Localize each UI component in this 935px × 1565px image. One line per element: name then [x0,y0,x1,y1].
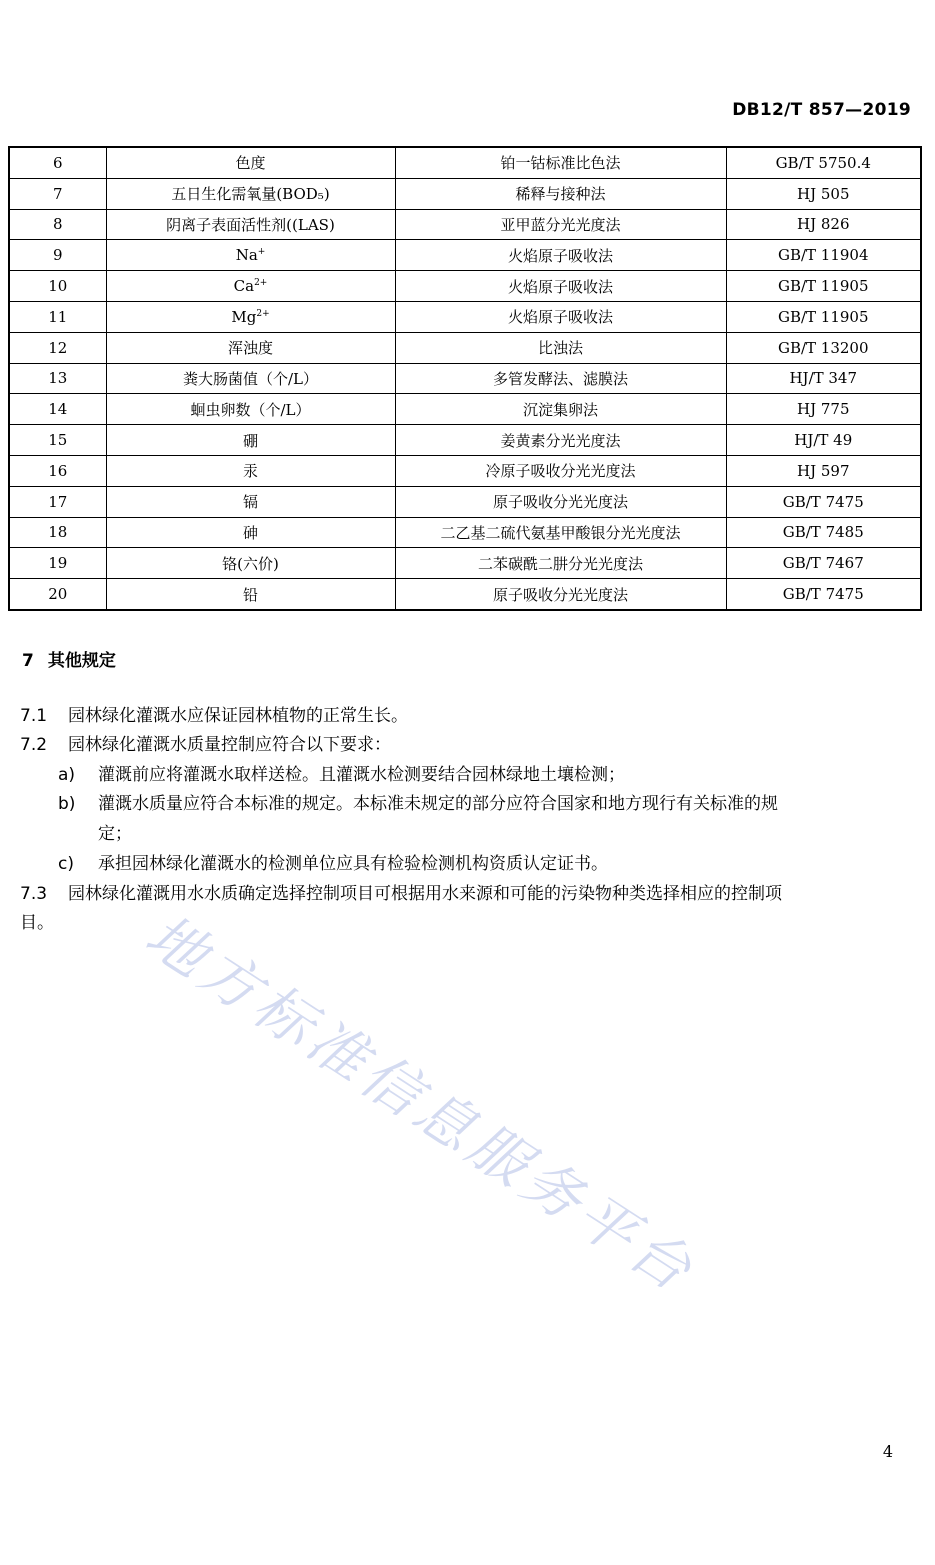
page-number: 4 [882,1442,893,1461]
cell-standard-text: HJ/T 49 [794,431,853,450]
cell-standard-text: HJ/T 347 [789,369,858,388]
table-row [9,271,921,302]
section-number: 7 [22,651,34,671]
cell-standard [726,209,921,240]
table-row [9,209,921,240]
cell-item [106,209,395,240]
cell-number-text: 13 [48,369,68,388]
cell-item-text: 铬(六价) [222,554,279,573]
table-row [9,455,921,486]
table-row [9,363,921,394]
cell-number-text: 15 [48,431,68,450]
cell-number [9,271,106,302]
cell-number-text: 12 [48,338,68,357]
table-row [9,548,921,579]
section-heading [22,646,116,671]
cell-number [9,209,106,240]
cell-standard [726,517,921,548]
cell-number [9,240,106,271]
cell-method-text: 姜黄素分光光度法 [500,431,621,450]
table-row [9,486,921,517]
list-label: a) [58,765,76,785]
cell-standard-text: HJ 826 [797,215,850,234]
cell-item [106,332,395,363]
cell-item-text: 浑浊度 [227,339,273,358]
cell-method-text: 冷原子吸收分光光度法 [485,462,636,481]
cell-item [106,178,395,209]
cell-item [106,425,395,456]
cell-method [395,271,726,302]
watermark: 地方标准信息服务平台 [133,900,708,1307]
cell-method [395,548,726,579]
cell-number [9,579,106,610]
cell-standard [726,240,921,271]
clause-text: 园林绿化灌溉水应保证园林植物的正常生长。 [68,706,408,726]
cell-number [9,147,106,178]
list-item-c [58,850,608,879]
cell-number [9,486,106,517]
cell-standard-text: HJ 505 [797,184,850,203]
cell-standard [726,178,921,209]
cell-method-text: 二苯碳酰二肼分光光度法 [477,554,643,573]
cell-number [9,394,106,425]
ion-charge-superscript: 2+ [254,278,268,289]
cell-item-text: 硼 [242,431,258,450]
cell-item [106,579,395,610]
cell-number-text: 11 [48,307,68,326]
cell-item [106,240,395,271]
cell-item-text: 砷 [242,523,258,542]
cell-standard [726,332,921,363]
cell-standard-text: GB/T 7467 [782,554,864,573]
cell-method [395,301,726,332]
cell-item [106,486,395,517]
cell-standard-text: GB/T 7475 [782,585,864,604]
cell-number-text: 18 [48,523,68,542]
list-text: 灌溉水质量应符合本标准的规定。本标准未规定的部分应符合国家和地方现行有关标准的规 [98,794,778,814]
cell-item-text: 粪大肠菌值（个/L） [182,369,318,388]
cell-number-text: 17 [48,492,68,511]
clause-text: 园林绿化灌溉水质量控制应符合以下要求： [68,735,391,755]
cell-method [395,147,726,178]
table-row [9,332,921,363]
cell-number [9,548,106,579]
cell-method-text: 多管发酵法、滤膜法 [492,369,628,388]
cell-standard-text: GB/T 11904 [777,246,869,265]
cell-method [395,486,726,517]
ion-charge-superscript: 2+ [256,308,270,319]
cell-item-text: 铅 [242,585,258,604]
cell-standard-text: GB/T 7485 [782,523,864,542]
cell-number [9,332,106,363]
section-title: 其他规定 [47,651,116,671]
cell-standard [726,455,921,486]
cell-method [395,425,726,456]
cell-method-text: 二乙基二硫代氨基甲酸银分光光度法 [440,523,681,542]
list-label: b) [58,794,76,814]
cell-method-text: 亚甲蓝分光光度法 [500,215,621,234]
cell-method-text: 稀释与接种法 [515,185,606,204]
cell-standard-text: HJ 775 [797,400,850,419]
cell-item [106,548,395,579]
clause-number: 7.2 [20,735,48,755]
cell-method-text: 沉淀集卵法 [522,400,598,419]
cell-standard [726,579,921,610]
cell-number [9,363,106,394]
table-row [9,301,921,332]
cell-number-text: 8 [52,215,63,234]
cell-number-text: 20 [48,585,68,604]
cell-standard-text: GB/T 11905 [777,277,869,296]
cell-standard [726,363,921,394]
cell-standard [726,425,921,456]
cell-number [9,455,106,486]
cell-method-text: 铂一钴标准比色法 [500,154,621,173]
cell-number [9,178,106,209]
cell-item [106,363,395,394]
cell-method-text: 原子吸收分光光度法 [492,493,628,512]
cell-method-text: 火焰原子吸收法 [507,246,613,265]
cell-item [106,455,395,486]
clause-number: 7.3 [20,884,48,904]
cell-number-text: 14 [48,400,68,419]
cell-method [395,455,726,486]
cell-method [395,394,726,425]
cell-standard-text: HJ 597 [797,461,850,480]
cell-item [106,147,395,178]
cell-method [395,209,726,240]
list-item-b [58,790,778,819]
cell-method [395,332,726,363]
cell-standard-text: GB/T 13200 [777,338,869,357]
table-row [9,147,921,178]
cell-method [395,178,726,209]
list-text: 灌溉前应将灌溉水取样送检。且灌溉水检测要结合园林绿地土壤检测； [98,765,625,785]
cell-number-text: 7 [52,184,63,203]
cell-item [106,271,395,302]
cell-item [106,301,395,332]
cell-item-text: Mg [231,307,257,326]
clause-7-3 [20,880,915,909]
table-row [9,240,921,271]
cell-number-text: 9 [52,246,63,265]
list-label: c) [58,854,74,874]
cell-standard-text: GB/T 11905 [777,307,869,326]
cell-standard [726,147,921,178]
list-item-b-continuation: 定； [98,824,132,844]
cell-method-text: 比浊法 [537,339,583,358]
cell-standard [726,394,921,425]
clause-number: 7.1 [20,706,48,726]
cell-number-text: 6 [52,153,63,172]
cell-number [9,425,106,456]
cell-method-text: 原子吸收分光光度法 [492,585,628,604]
clause-7-2 [20,731,915,760]
cell-method [395,363,726,394]
clause-text: 园林绿化灌溉用水水质确定选择控制项目可根据用水来源和可能的污染物种类选择相应的控制项 [68,884,782,904]
cell-method [395,517,726,548]
cell-standard [726,486,921,517]
cell-method [395,240,726,271]
table-row [9,394,921,425]
cell-number-text: 19 [48,554,68,573]
cell-method [395,579,726,610]
table-row [9,425,921,456]
cell-item-text: Ca [233,277,255,296]
cell-standard-text: GB/T 5750.4 [775,153,871,172]
cell-standard [726,548,921,579]
cell-number-text: 16 [48,461,68,480]
cell-item-text: 汞 [242,462,258,481]
cell-item-text: Na [235,246,258,265]
cell-item-text: 五日生化需氧量(BOD₅) [171,185,330,204]
clause-7-3-continuation: 目。 [20,913,54,933]
cell-standard-text: GB/T 7475 [782,492,864,511]
cell-item [106,517,395,548]
ion-charge-superscript: + [257,247,266,258]
cell-method-text: 火焰原子吸收法 [507,308,613,327]
table-row [9,178,921,209]
clause-7-1 [20,702,915,731]
cell-number-text: 10 [48,277,68,296]
cell-standard [726,271,921,302]
cell-method-text: 火焰原子吸收法 [507,277,613,296]
cell-item [106,394,395,425]
list-item-a [58,761,625,790]
cell-standard [726,301,921,332]
table-row [9,579,921,610]
cell-item-text: 蛔虫卵数（个/L） [190,400,311,419]
list-text: 承担园林绿化灌溉水的检测单位应具有检验检测机构资质认定证书。 [98,854,608,874]
cell-number [9,517,106,548]
cell-item-text: 镉 [242,493,258,512]
cell-item-text: 色度 [235,154,266,173]
cell-item-text: 阴离子表面活性剂((LAS) [166,215,335,234]
document-code: DB12/T 857—2019 [732,100,911,120]
table-row [9,517,921,548]
test-method-table [8,146,922,611]
cell-number [9,301,106,332]
